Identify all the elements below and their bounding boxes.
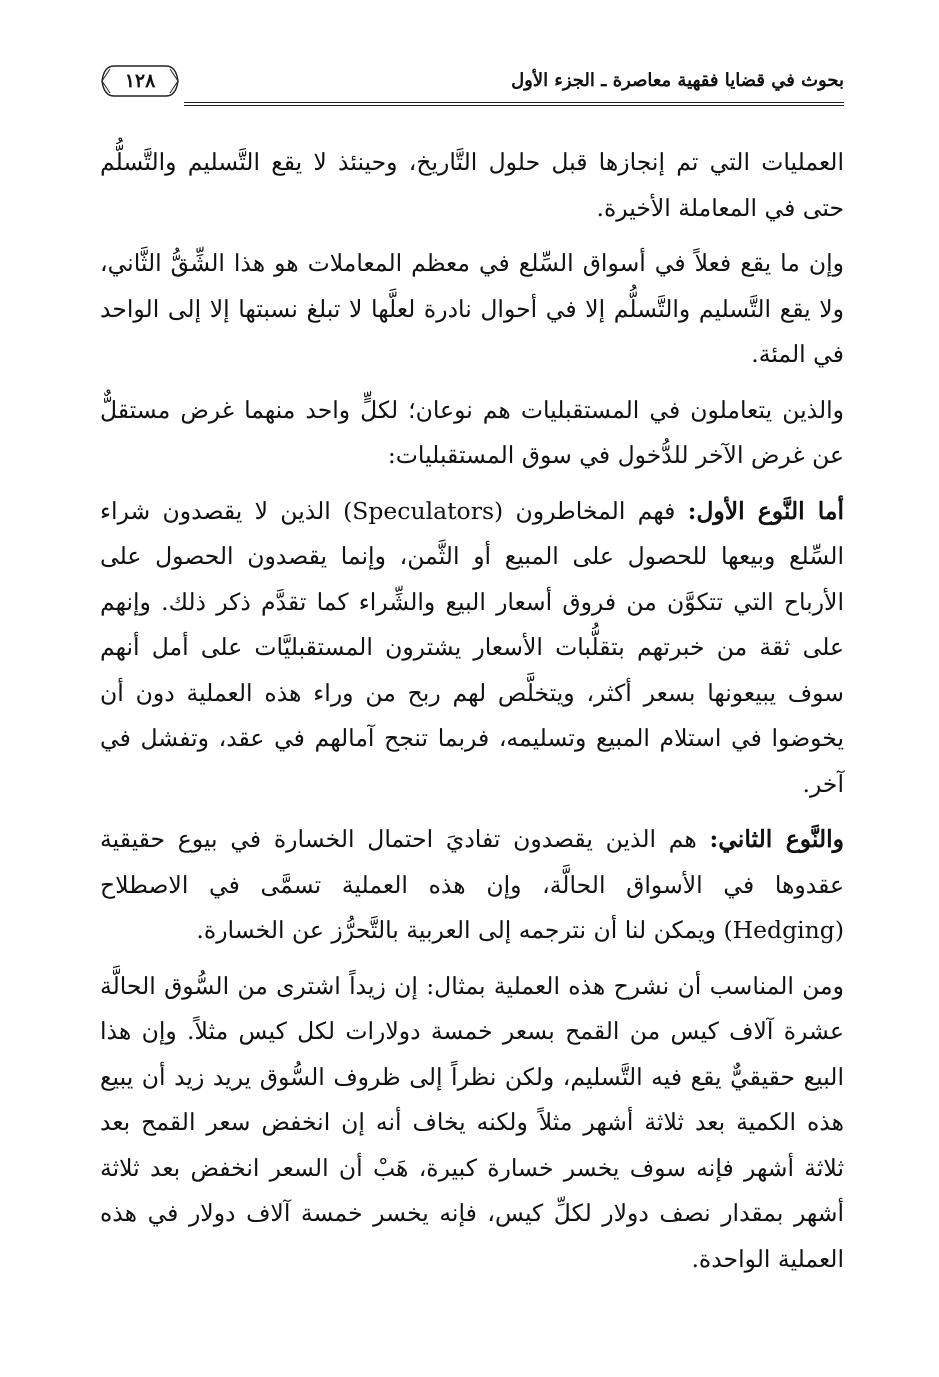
- paragraph-2: وإن ما يقع فعلاً في أسواق السِّلع في معظم المعاملات هو هذا الشِّقُّ الثَّاني، ولا يقع التَّسليم والتَّسلُّم إلا في أحوال نادرة لعلَّها لا تبلغ نسبتها إلا إلى الواحد في المئة.: [100, 249, 844, 368]
- paragraph-5-text-before: هم الذين يقصدون تفاديَ احتمال الخسارة في بيوع حقيقية عقدوها في الأسواق الحالَّة، وإن هذه العملية تسمَّى في الاصطلاح: [100, 825, 844, 899]
- paragraph-4-text-before: فهم المخاطرون: [503, 496, 688, 525]
- paragraph-5: [100, 817, 844, 954]
- running-title: بحوث في قضايا فقهية معاصرة ـ الجزء الأول: [511, 70, 844, 91]
- page-number-frame: [100, 64, 180, 98]
- header-rule-double: [184, 105, 844, 106]
- term-hedging: (Hedging): [723, 916, 844, 944]
- paragraph-lead-second-type: والنَّوع الثاني:: [709, 825, 844, 853]
- paragraph-1: العمليات التي تم إنجازها قبل حلول التَّاريخ، وحينئذ لا يقع التَّسليم والتَّسلُّم حتى في المعاملة الأخيرة.: [100, 148, 844, 222]
- paragraph-3: والذين يتعاملون في المستقبليات هم نوعان؛ لكلٍّ واحد منهما غرض مستقلٌّ عن غرض الآخر للدُّخول في سوق المستقبليات:: [100, 395, 844, 469]
- term-speculators: (Speculators): [343, 496, 504, 525]
- page-number: ١٢٨: [124, 70, 156, 92]
- header-rule: [184, 102, 844, 103]
- page-body: [100, 140, 844, 1292]
- paragraph-6: ومن المناسب أن نشرح هذه العملية بمثال: إن زيداً اشترى من السُّوق الحالَّة عشرة آلاف كيس من القمح بسعر خمسة دولارات لكل كيس مثلاً. وإن هذا البيع حقيقيٌّ يقع فيه التَّسليم، ولكن نظراً إلى ظروف السُّوق يريد زيد أن يبيع هذه الكمية بعد ثلاثة أشهر مثلاً ولكنه يخاف أنه إن انخفض سعر القمح بعد ثلاثة أشهر فإنه سوف يخسر خسارة كبيرة، هَبْ أن السعر انخفض بعد ثلاثة أشهر بمقدار نصف دولار لكلِّ كيس، فإنه يخسر خمسة آلاف دولار في هذه العملية الواحدة.: [100, 971, 844, 1273]
- paragraph-5-text-after: ويمكن لنا أن نترجمه إلى العربية بالتَّحرُّز عن الخسارة.: [196, 916, 724, 944]
- paragraph-4-text-after: الذين لا يقصدون شراء السِّلع وبيعها للحصول على المبيع أو الثَّمن، وإنما يقصدون الحصول على الأرباح التي تتكوَّن من فروق أسعار البيع والشِّراء كما تقدَّم ذكر ذلك. وإنهم على ثقة من خبرتهم بتقلُّبات الأسعار يشترون المستقبليَّات على أمل أنهم سوف يبيعونها بسعر أكثر، ويتخلَّص لهم ربح من وراء هذه العملية دون أن يخوضوا في استلام المبيع وتسليمه، فربما تنجح آمالهم في عقد، وتفشل في آخر.: [100, 496, 844, 798]
- page-header: [100, 56, 844, 106]
- paragraph-lead-first-type: أما النَّوع الأول:: [687, 496, 844, 525]
- paragraph-4: [100, 489, 844, 808]
